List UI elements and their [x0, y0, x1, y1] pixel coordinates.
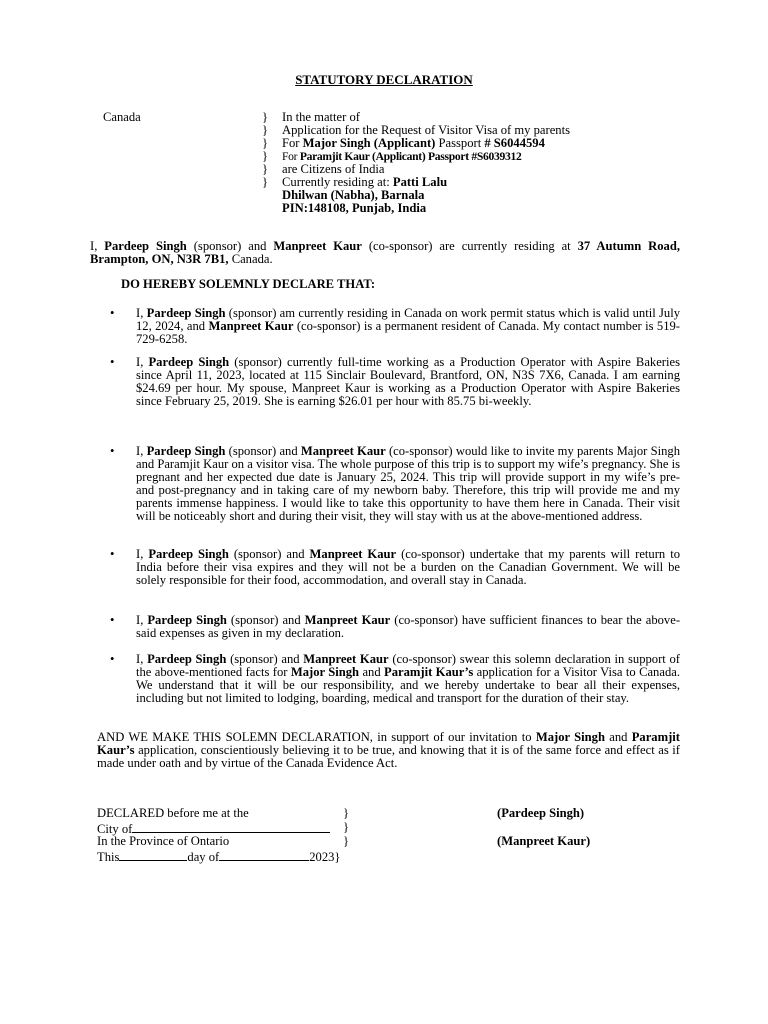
day-blank-line: [119, 849, 187, 861]
brace: }: [262, 110, 269, 124]
bullet-icon: •: [110, 444, 115, 458]
closing-paragraph: AND WE MAKE THIS SOLEMN DECLARATION, in support of our invitation to Major Singh and Paramjit Kaur’s application, conscientiously believing it to be true, and knowing that it is of the same force and effect as if made under oath and by virtue of the Canada Evidence Act.: [97, 730, 680, 770]
bullet-icon: •: [110, 547, 115, 561]
cosponsor-name: (Manpreet Kaur): [497, 834, 591, 848]
brace: }: [334, 850, 341, 864]
declaration-item: [110, 356, 680, 408]
year-label: 2023: [309, 850, 335, 864]
city-label: City of: [97, 822, 133, 836]
brace: }: [262, 162, 269, 176]
day-of-label: day of: [187, 850, 220, 864]
brace: }: [262, 175, 269, 189]
matter-text: In the matter of: [282, 110, 360, 124]
brace: }: [343, 806, 350, 820]
signatories: [497, 807, 590, 848]
brace: }: [343, 834, 350, 848]
brace: }: [262, 149, 269, 163]
date-row: [97, 849, 367, 863]
declared-before-label: DECLARED before me at the: [97, 806, 249, 820]
matter-text: For Paramjit Kaur (Applicant) Passport #S6039312: [282, 150, 522, 163]
bullet-icon: •: [110, 355, 115, 369]
this-label: This: [97, 850, 120, 864]
province-row: [97, 835, 367, 849]
declare-heading: DO HEREBY SOLEMNLY DECLARE THAT:: [121, 277, 376, 291]
city-blank-line: [132, 821, 330, 833]
declaration-item: [110, 445, 680, 523]
declaration-item: [110, 307, 680, 346]
declaration-item: [110, 653, 680, 705]
matter-text: Dhilwan (Nabha), Barnala: [282, 188, 425, 202]
jurisdiction-country: Canada: [103, 110, 141, 124]
month-blank-line: [219, 849, 309, 861]
brace: }: [343, 820, 350, 834]
province-label: In the Province of Ontario: [97, 834, 230, 848]
bullet-icon: •: [110, 652, 115, 666]
intro-paragraph: I, Pardeep Singh (sponsor) and Manpreet Kaur (co-sponsor) are currently residing at 37 Autumn Road, Brampton, ON, N3R 7B1, Canada.: [90, 239, 680, 266]
city-row: [97, 821, 367, 835]
document-title: STATUTORY DECLARATION: [295, 72, 473, 87]
matter-text: PIN:148108, Punjab, India: [282, 201, 427, 215]
declaration-text: I, Pardeep Singh (sponsor) currently full-time working as a Production Operator with Aspire Bakeries since April 11, 2023, located at 115 Sinclair Boulevard, Brantford, ON, N3S 7X6, Canada. I am earning $24.69 per hour. My spouse, Manpreet Kaur is working as a Production Operator with Aspire Bakeries since February 25, 2019. She is earning $26.01 per hour with 85.75 bi-weekly.: [136, 355, 680, 408]
matter-block: [262, 111, 570, 215]
matter-line: [262, 202, 570, 215]
declaration-text: I, Pardeep Singh (sponsor) and Manpreet Kaur (co-sponsor) have sufficient finances to bear the above-said expenses as given in my declaration.: [136, 613, 681, 640]
declaration-item: [110, 614, 680, 640]
matter-text: For Major Singh (Applicant) Passport # S6044594: [282, 136, 545, 150]
declaration-text: I, Pardeep Singh (sponsor) and Manpreet Kaur (co-sponsor) undertake that my parents will return to India before their visa expires and they will not be a burden on the Canadian Government. We will be solely responsible for their food, accommodation, and overall stay in Canada.: [136, 547, 680, 587]
declaration-text: I, Pardeep Singh (sponsor) am currently residing in Canada on work permit status which is valid until July 12, 2024, and Manpreet Kaur (co-sponsor) is a permanent resident of Canada. My contact number is 519-729-6258.: [136, 306, 680, 346]
declaration-text: I, Pardeep Singh (sponsor) and Manpreet Kaur (co-sponsor) would like to invite my parents Major Singh and Paramjit Kaur on a visitor visa. The whole purpose of this trip is to support my wife’s pregnancy. She is pregnant and her expected due date is January 25, 2024. This trip will provide support in my wife’s pre- and post-pregnancy and in taking care of my newborn baby. Therefore, this trip will provide me and my parents immense happiness. I would like to take this opportunity to have them here in Canada. Their visit will be noticeably short and during their visit, they will stay with us at the above-mentioned address.: [136, 444, 680, 523]
matter-text: Currently residing at: Patti Lalu: [282, 175, 448, 189]
matter-text: are Citizens of India: [282, 162, 385, 176]
brace: }: [262, 136, 269, 150]
bullet-icon: •: [110, 306, 115, 320]
matter-text: Application for the Request of Visitor Visa of my parents: [282, 123, 570, 137]
declaration-item: [110, 548, 680, 587]
declared-before-block: [97, 807, 367, 863]
brace: }: [262, 123, 269, 137]
sponsor-name: (Pardeep Singh): [497, 806, 585, 820]
bullet-icon: •: [110, 613, 115, 627]
declaration-text: I, Pardeep Singh (sponsor) and Manpreet Kaur (co-sponsor) swear this solemn declaration in support of the above-mentioned facts for Major Singh and Paramjit Kaur’s application for a Visitor Visa to Canada. We understand that it will be our responsibility, and we hereby undertake to bear all their expenses, including but not limited to lodging, boarding, medical and transport for the duration of their stay.: [136, 652, 680, 705]
declared-before-row: [97, 807, 367, 821]
